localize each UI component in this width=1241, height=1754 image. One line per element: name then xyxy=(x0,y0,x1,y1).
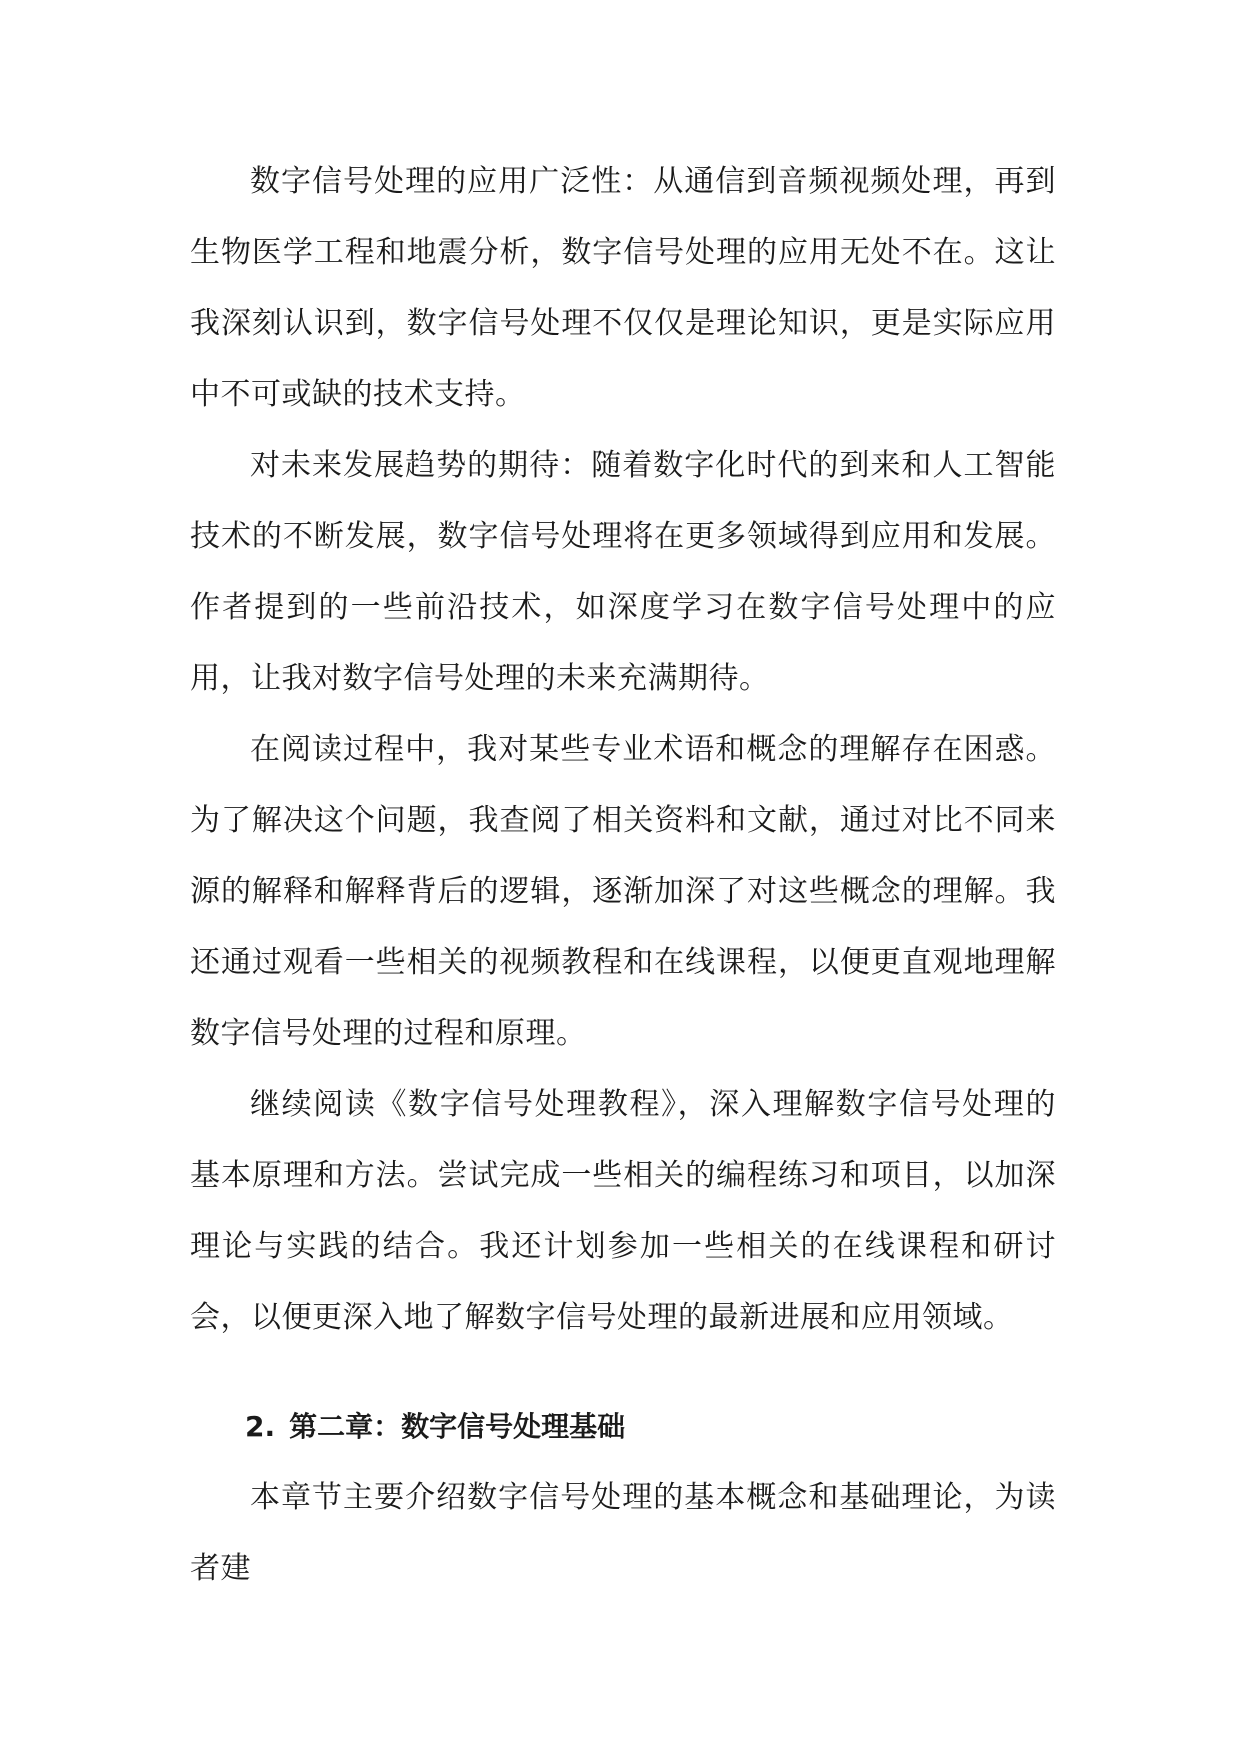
chapter-heading xyxy=(190,1391,1056,1462)
paragraph-next-steps: 继续阅读《数字信号处理教程》，深入理解数字信号处理的基本原理和方法。尝试完成一些相关的编程练习和项目，以加深理论与实践的结合。我还计划参加一些相关的在线课程和研讨会，以便更深入地了解数字信号处理的最新进展和应用领域。 xyxy=(190,1087,1056,1335)
paragraph-reading-difficulties: 在阅读过程中，我对某些专业术语和概念的理解存在困惑。为了解决这个问题，我查阅了相关资料和文献，通过对比不同来源的解释和解释背后的逻辑，逐渐加深了对这些概念的理解。我还通过观看一些相关的视频教程和在线课程，以便更直观地理解数字信号处理的过程和原理。 xyxy=(190,732,1056,1051)
paragraph-future-trends: 对未来发展趋势的期待：随着数字化时代的到来和人工智能技术的不断发展，数字信号处理将在更多领域得到应用和发展。作者提到的一些前沿技术，如深度学习在数字信号处理中的应用，让我对数字信号处理的未来充满期待。 xyxy=(190,448,1056,696)
chapter-title: 第二章：数字信号处理基础 xyxy=(289,1410,626,1443)
document-body xyxy=(190,146,1056,1604)
chapter-number: 2. xyxy=(245,1410,276,1443)
paragraph-chapter-intro: 本章节主要介绍数字信号处理的基本概念和基础理论，为读者建 xyxy=(190,1480,1056,1586)
paragraph-applications: 数字信号处理的应用广泛性：从通信到音频视频处理，再到生物医学工程和地震分析，数字信号处理的应用无处不在。这让我深刻认识到，数字信号处理不仅仅是理论知识，更是实际应用中不可或缺的技术支持。 xyxy=(190,164,1056,412)
